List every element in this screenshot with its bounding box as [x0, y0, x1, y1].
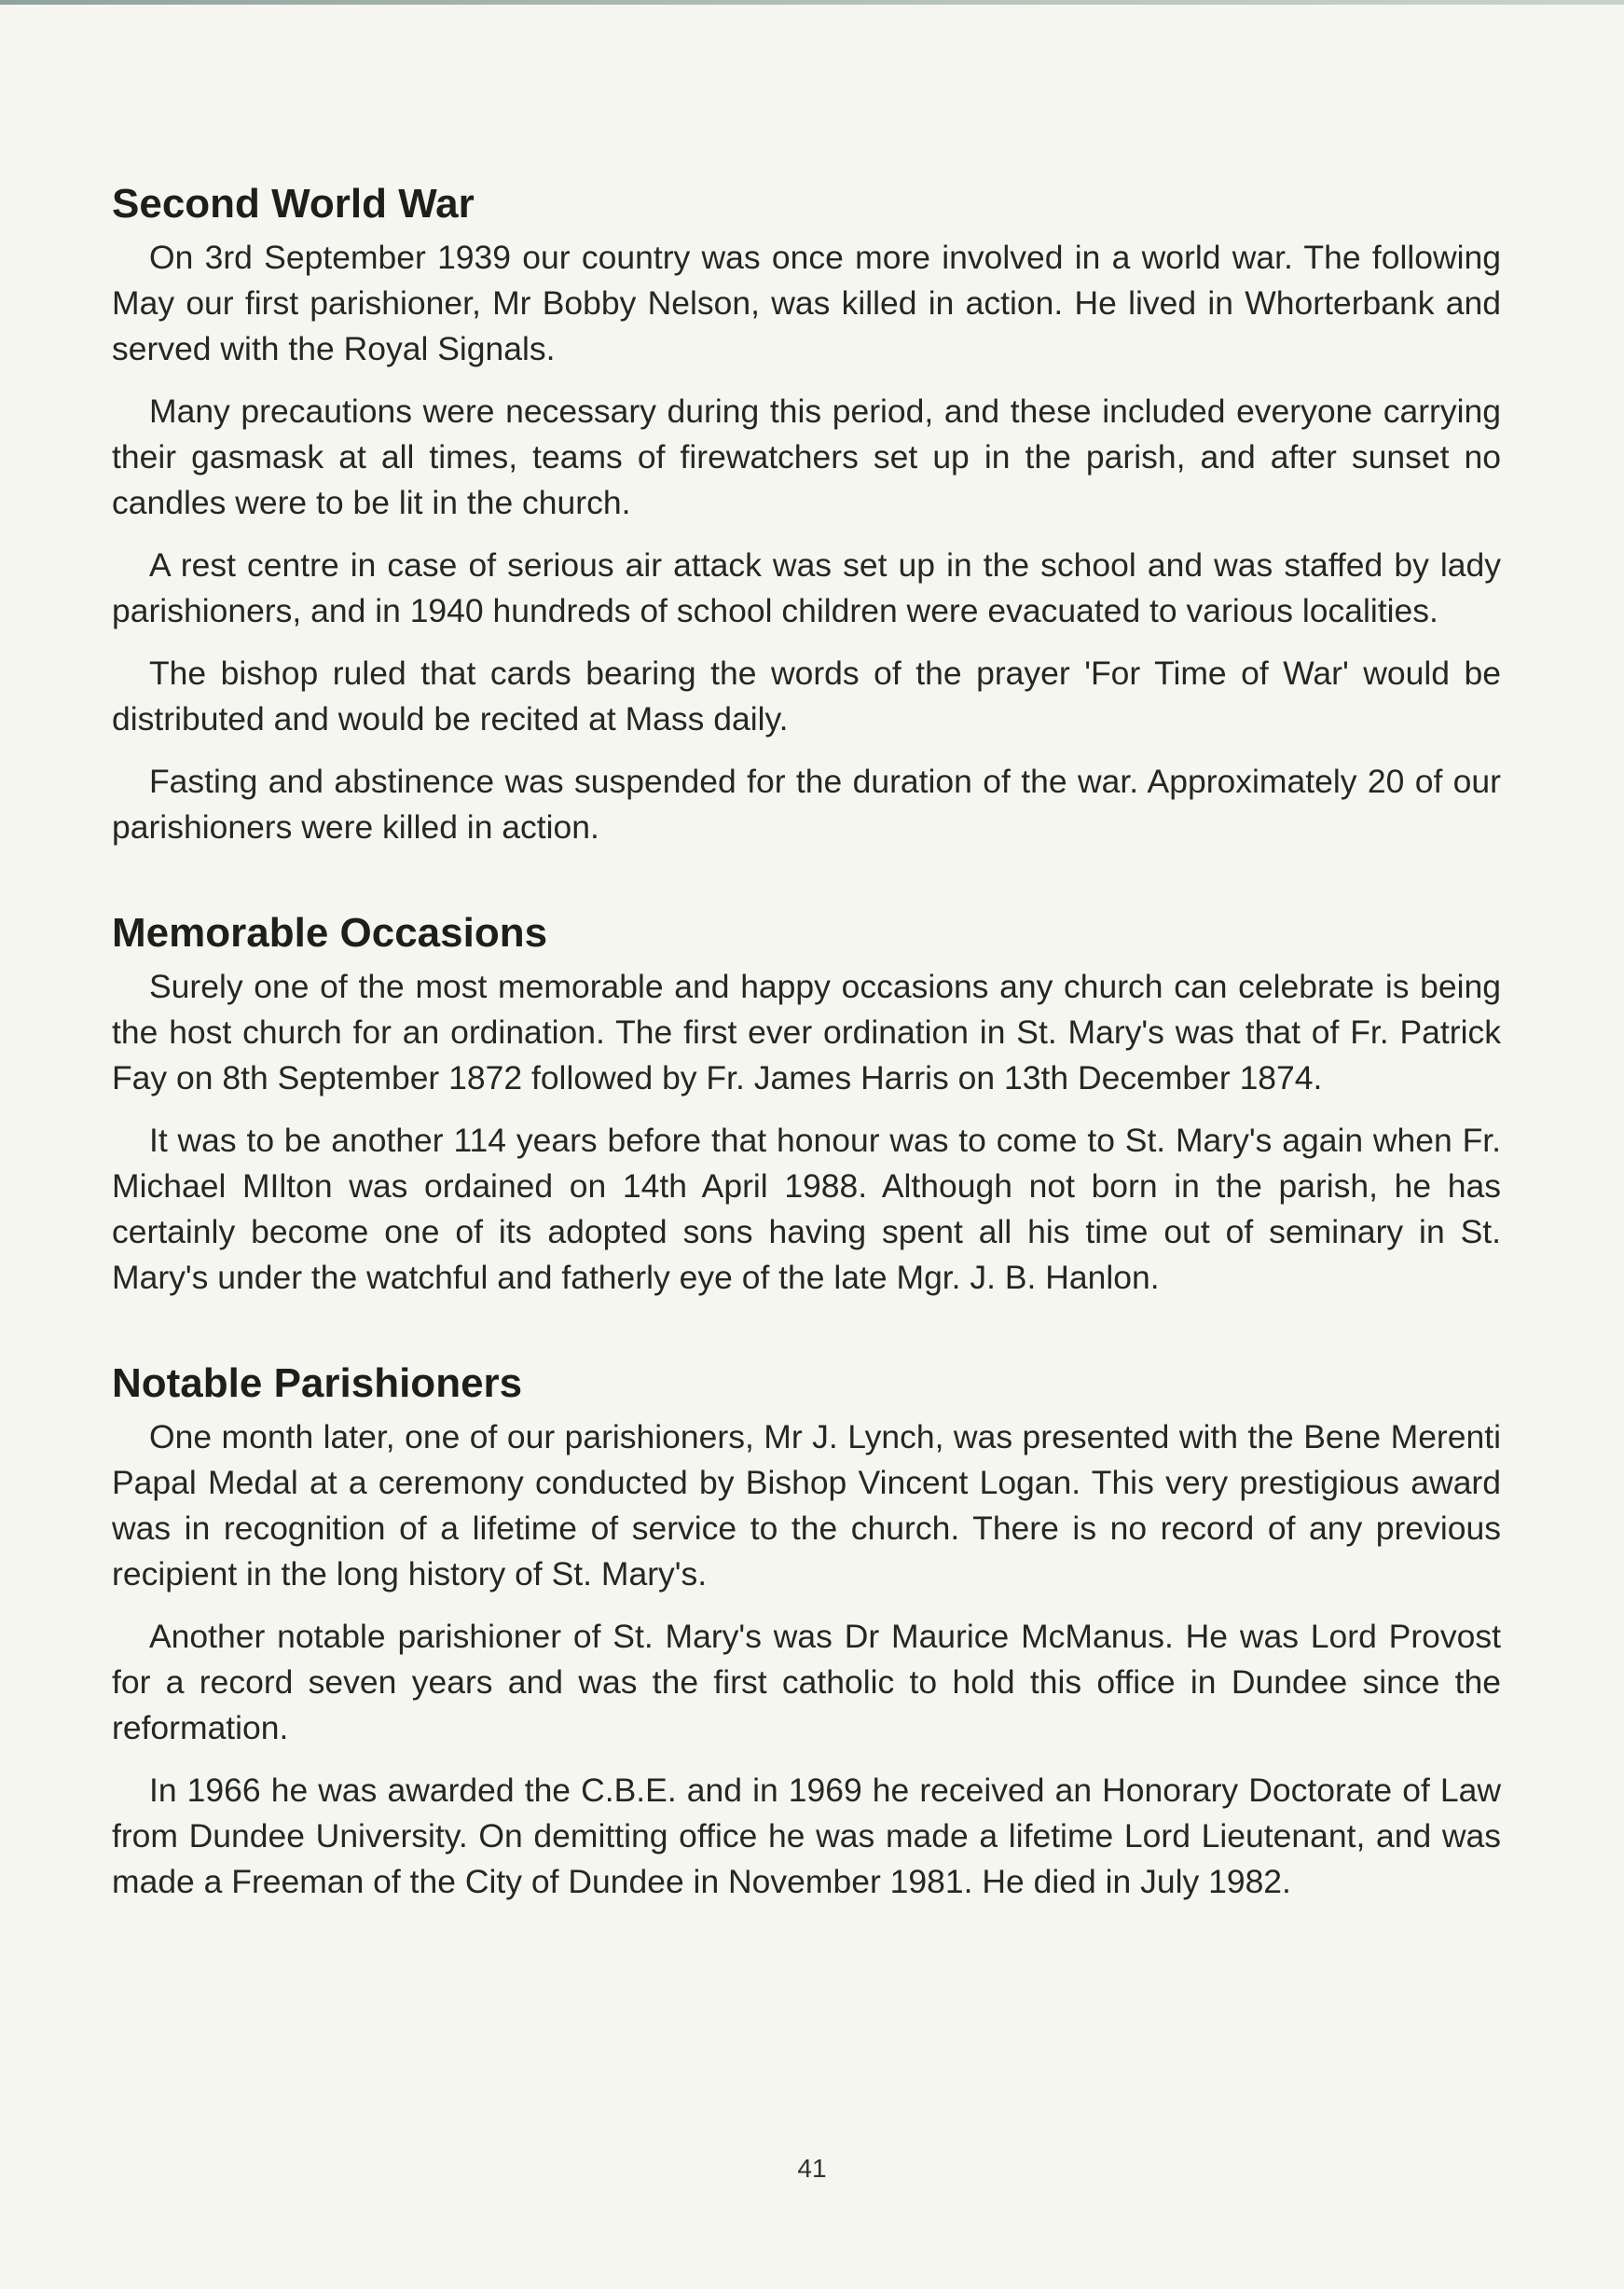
paragraph: One month later, one of our parishioners, Mr J. Lynch, was presented with the Bene Merenti Papal Medal at a ceremony conducted by Bishop Vincent Logan. This very prestigious award was in recognition of a lifetime of service to the church. There is no record of any previous recipient in the long history of St. Mary's.	[112, 1418, 1501, 1593]
section-second-world-war	[112, 177, 1501, 850]
section-heading: Second World War	[112, 181, 475, 227]
page-content	[112, 177, 1501, 1961]
paragraph: In 1966 he was awarded the C.B.E. and in 1969 he received an Honorary Doctorate of Law from Dundee University. On demitting office he was made a lifetime Lord Lieutenant, and was made a Freeman of the City of Dundee in November 1981. He died in July 1982.	[112, 1772, 1501, 1900]
section-heading: Memorable Occasions	[112, 910, 548, 956]
paragraph: A rest centre in case of serious air attack was set up in the school and was staffed by lady parishioners, and in 1940 hundreds of school children were evacuated to various localities.	[112, 546, 1501, 629]
paragraph: It was to be another 114 years before that honour was to come to St. Mary's again when Fr. Michael MIlton was ordained on 14th April 1988. Although not born in the parish, he has certainly become one of its adopted sons having spent all his time out of seminary in St. Mary's under the watchful and fatherly eye of the late Mgr. J. B. Hanlon.	[112, 1122, 1501, 1296]
paragraph: Fasting and abstinence was suspended for the duration of the war. Approximately 20 of our parishioners were killed in action.	[112, 763, 1501, 846]
section-notable-parishioners	[112, 1357, 1501, 1905]
paragraph: On 3rd September 1939 our country was once more involved in a world war. The following May our first parishioner, Mr Bobby Nelson, was killed in action. He lived in Whorterbank and served with the Royal Signals.	[112, 239, 1501, 367]
paragraph: The bishop ruled that cards bearing the words of the prayer 'For Time of War' would be distributed and would be recited at Mass daily.	[112, 655, 1501, 738]
paragraph: Many precautions were necessary during this period, and these included everyone carrying their gasmask at all times, teams of firewatchers set up in the parish, and after sunset no candles were to be lit in the church.	[112, 393, 1501, 521]
paragraph: Surely one of the most memorable and happy occasions any church can celebrate is being the host church for an ordination. The first ever ordination in St. Mary's was that of Fr. Patrick Fay on 8th September 1872 followed by Fr. James Harris on 13th December 1874.	[112, 968, 1501, 1096]
section-heading: Notable Parishioners	[112, 1360, 523, 1406]
page-top-edge	[0, 0, 1624, 5]
paragraph: Another notable parishioner of St. Mary's was Dr Maurice McManus. He was Lord Provost for a record seven years and was the first catholic to hold this office in Dundee since the reformation.	[112, 1618, 1501, 1746]
section-memorable-occasions	[112, 906, 1501, 1301]
page-number: 41	[797, 2154, 827, 2183]
